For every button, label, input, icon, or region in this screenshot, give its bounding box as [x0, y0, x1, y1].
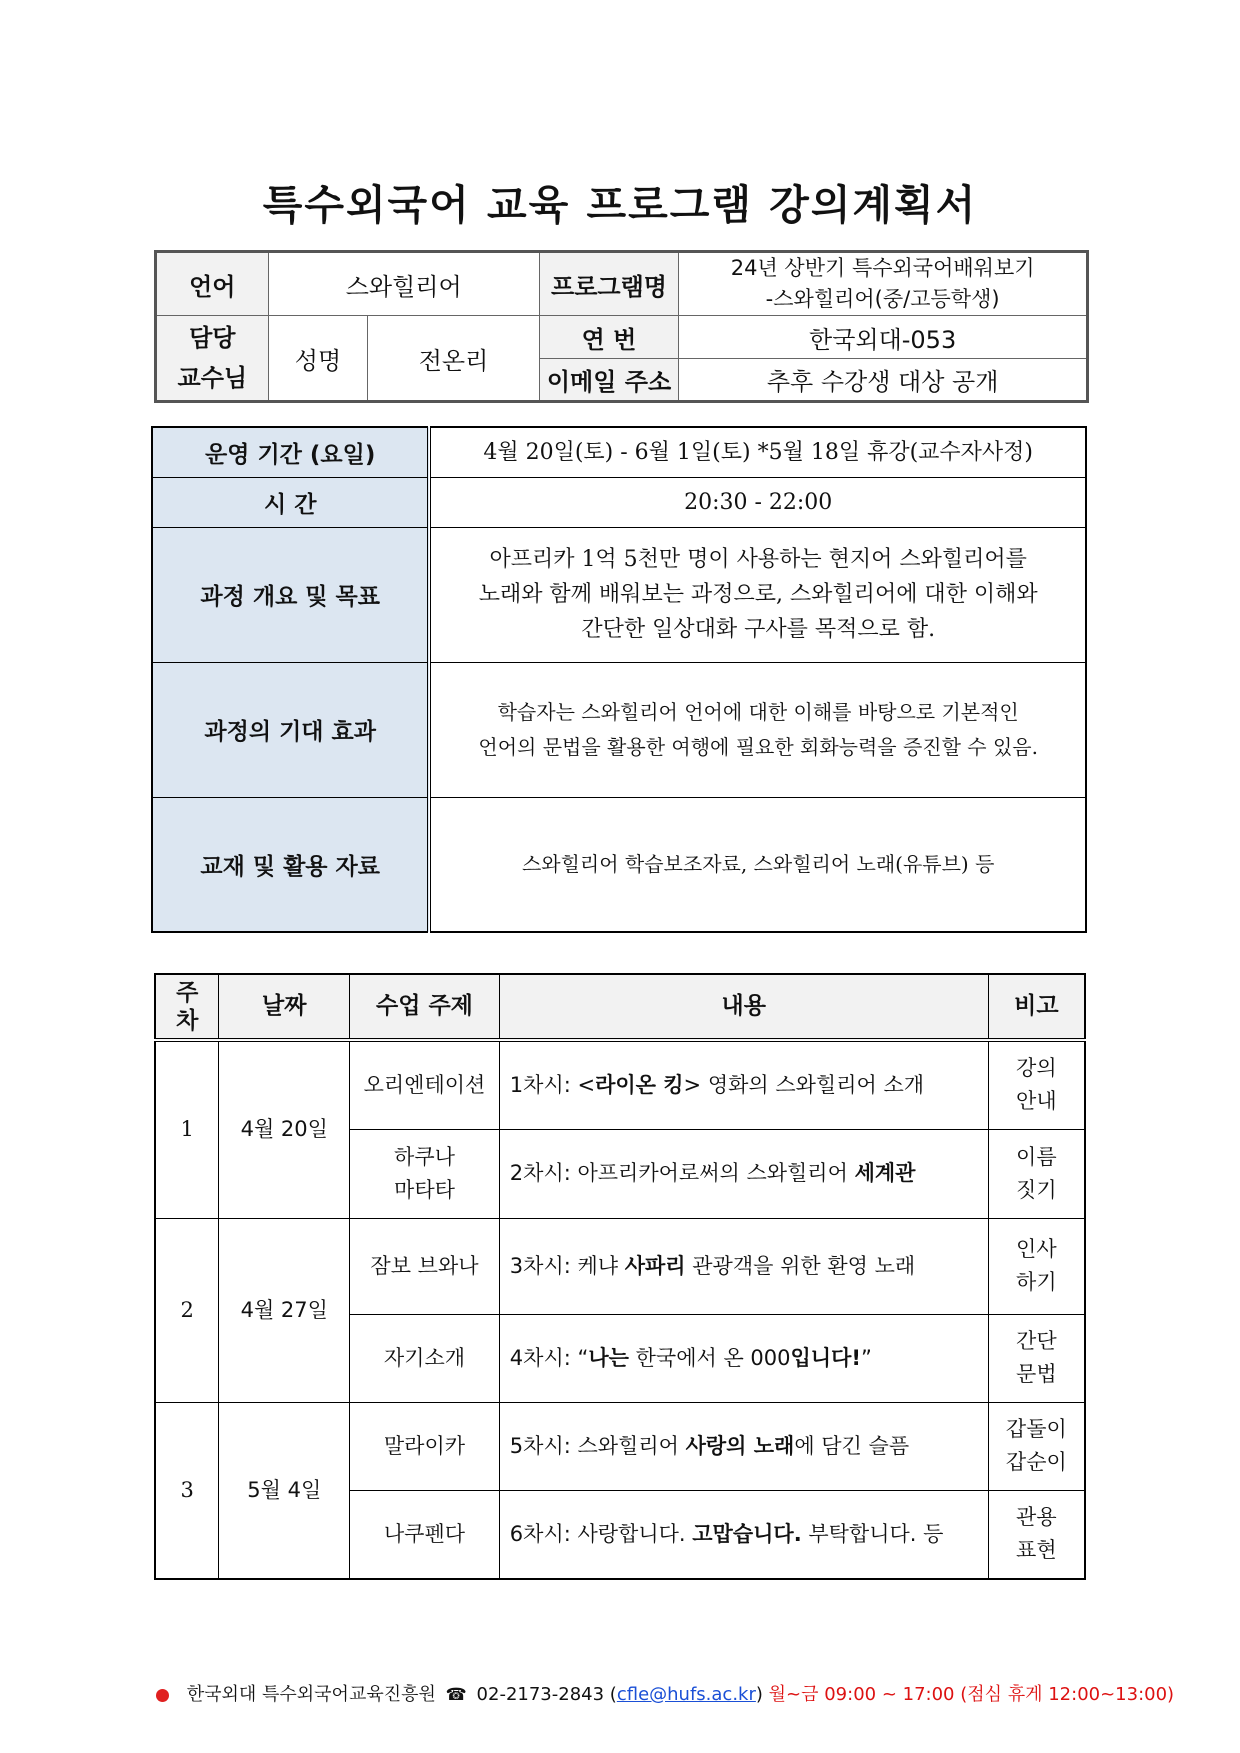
content-text: 부탁합니다. 등 [801, 1521, 944, 1546]
table-row [155, 1040, 1085, 1129]
program-value-line1: 24년 상반기 특수외국어배워보기 [730, 256, 1035, 280]
content-cell [499, 1490, 988, 1579]
period-value: 4월 20일(토) - 6월 1일(토) *5월 18일 휴강(교수자사정) [429, 427, 1086, 477]
topic-line1: 잠보 브와나 [370, 1253, 479, 1278]
content-emphasis: 라이온 킹 [595, 1072, 684, 1097]
note-line2: 안내 [1016, 1089, 1057, 1114]
materials-label: 교재 및 활용 자료 [152, 797, 429, 932]
time-label: 시 간 [152, 477, 429, 527]
note-cell [988, 1218, 1085, 1314]
week-date: 4월 27일 [219, 1218, 350, 1402]
note-cell [988, 1490, 1085, 1579]
language-label: 언어 [156, 252, 269, 316]
content-text: 1차시: < [509, 1072, 596, 1097]
bullet-icon [156, 1689, 169, 1702]
topic-cell [350, 1314, 500, 1402]
table-row [155, 1218, 1085, 1314]
header-topic: 수업 주제 [350, 974, 500, 1040]
content-text: 4차시: “ [509, 1345, 589, 1370]
content-cell [499, 1314, 988, 1402]
note-line2: 표현 [1016, 1538, 1057, 1563]
content-cell [499, 1040, 988, 1129]
topic-cell [350, 1218, 500, 1314]
overview-label: 과정 개요 및 목표 [152, 527, 429, 662]
content-cell [499, 1218, 988, 1314]
content-cell [499, 1129, 988, 1218]
note-line1: 인사 [1016, 1237, 1057, 1261]
table-row [155, 1402, 1085, 1490]
program-value [679, 252, 1088, 316]
effect-line1: 학습자는 스와힐리어 언어에 대한 이해를 바탕으로 기본적인 [497, 699, 1019, 724]
topic-cell [350, 1129, 500, 1218]
content-text: 에 담긴 슬픔 [794, 1433, 910, 1458]
topic-line1: 자기소개 [383, 1345, 466, 1370]
content-text: 한국에서 온 000 [628, 1345, 791, 1370]
content-cell [499, 1402, 988, 1490]
content-text: 3차시: 케냐 [509, 1253, 625, 1278]
overview-line3: 간단한 일상대화 구사를 목적으로 함. [581, 617, 936, 642]
note-line1: 갑돌이 [1005, 1417, 1067, 1441]
footer-org: 한국외대 특수외국어교육진흥원 [186, 1684, 436, 1705]
content-emphasis: 사랑의 노래 [685, 1433, 795, 1458]
header-content: 내용 [499, 974, 988, 1040]
note-cell [988, 1129, 1085, 1218]
program-label: 프로그램명 [539, 252, 679, 316]
content-emphasis: 사파리 [624, 1253, 686, 1278]
content-text: ” [860, 1345, 872, 1370]
topic-line2: 마타타 [394, 1177, 455, 1202]
note-cell [988, 1402, 1085, 1490]
note-line2: 하기 [1016, 1270, 1057, 1294]
content-emphasis: 세계관 [854, 1161, 916, 1185]
serial-label: 연 번 [539, 316, 679, 359]
content-emphasis: 고맙습니다. [692, 1521, 802, 1546]
footer-hours: 월~금 09:00 ~ 17:00 (점심 휴게 12:00~13:00) [768, 1684, 1175, 1705]
content-emphasis: 입니다! [790, 1345, 861, 1370]
note-line1: 간단 [1016, 1329, 1057, 1353]
topic-line1: 오리엔테이션 [363, 1072, 486, 1097]
name-label: 성명 [268, 316, 368, 402]
note-line1: 강의 [1016, 1056, 1057, 1081]
note-line1: 이름 [1016, 1144, 1057, 1169]
header-week-line1: 주 [176, 979, 199, 1006]
professor-label-line2: 교수님 [177, 364, 248, 392]
email-label: 이메일 주소 [539, 359, 679, 402]
week-number: 1 [155, 1040, 219, 1218]
serial-value: 한국외대-053 [679, 316, 1088, 359]
time-value: 20:30 - 22:00 [429, 477, 1086, 527]
header-week-line2: 차 [176, 1007, 199, 1034]
effect-value [429, 662, 1086, 797]
footer-email-link[interactable]: cfle@hufs.ac.kr [616, 1684, 756, 1705]
topic-line1: 하쿠나 [394, 1144, 455, 1169]
info-table [154, 250, 1089, 403]
course-table [151, 426, 1087, 933]
content-text: 5차시: 스와힐리어 [509, 1433, 686, 1458]
effect-label: 과정의 기대 효과 [152, 662, 429, 797]
note-line1: 관용 [1016, 1505, 1057, 1530]
name-value: 전온리 [368, 316, 539, 402]
note-line2: 갑순이 [1005, 1450, 1067, 1474]
topic-line1: 말라이카 [383, 1433, 466, 1458]
note-line2: 짓기 [1016, 1177, 1057, 1202]
topic-line1: 나쿠펜다 [383, 1521, 466, 1546]
schedule-header-row [155, 974, 1085, 1040]
language-value: 스와힐리어 [268, 252, 539, 316]
note-cell [988, 1040, 1085, 1129]
topic-cell [350, 1490, 500, 1579]
schedule-table [154, 973, 1086, 1580]
phone-icon: ☎ [445, 1685, 467, 1705]
content-text: 6차시: 사랑합니다. [509, 1521, 693, 1546]
professor-label [156, 316, 269, 402]
professor-label-line1: 담당 [189, 324, 236, 352]
week-number: 2 [155, 1218, 219, 1402]
materials-value: 스와힐리어 학습보조자료, 스와힐리어 노래(유튜브) 등 [429, 797, 1086, 932]
content-text: > 영화의 스와힐리어 소개 [683, 1072, 925, 1097]
overview-value [429, 527, 1086, 662]
topic-cell [350, 1040, 500, 1129]
document-title: 특수외국어 교육 프로그램 강의계획서 [262, 181, 978, 229]
header-week [155, 974, 219, 1040]
note-cell [988, 1314, 1085, 1402]
overview-line1: 아프리카 1억 5천만 명이 사용하는 현지어 스와힐리어를 [489, 547, 1027, 572]
email-value: 추후 수강생 대상 공개 [679, 359, 1088, 402]
week-date: 4월 20일 [219, 1040, 350, 1218]
week-date: 5월 4일 [219, 1402, 350, 1579]
footer-email-wrap: (cfle@hufs.ac.kr) [609, 1684, 763, 1705]
content-emphasis: 나는 [588, 1345, 629, 1370]
note-line2: 문법 [1016, 1362, 1057, 1386]
topic-cell [350, 1402, 500, 1490]
content-text: 2차시: 아프리카어로써의 스와힐리어 [509, 1161, 855, 1185]
overview-line2: 노래와 함께 배워보는 과정으로, 스와힐리어에 대한 이해와 [478, 582, 1038, 607]
header-date: 날짜 [219, 974, 350, 1040]
week-number: 3 [155, 1402, 219, 1579]
header-note: 비고 [988, 974, 1085, 1040]
content-text: 관광객을 위한 환영 노래 [685, 1253, 916, 1278]
footer [156, 1680, 1216, 1706]
effect-line2: 언어의 문법을 활용한 여행에 필요한 회화능력을 증진할 수 있음. [478, 734, 1038, 759]
period-label: 운영 기간 (요일) [152, 427, 429, 477]
program-value-line2: -스와힐리어(중/고등학생) [765, 287, 1000, 311]
footer-phone: 02-2173-2843 [476, 1684, 605, 1705]
